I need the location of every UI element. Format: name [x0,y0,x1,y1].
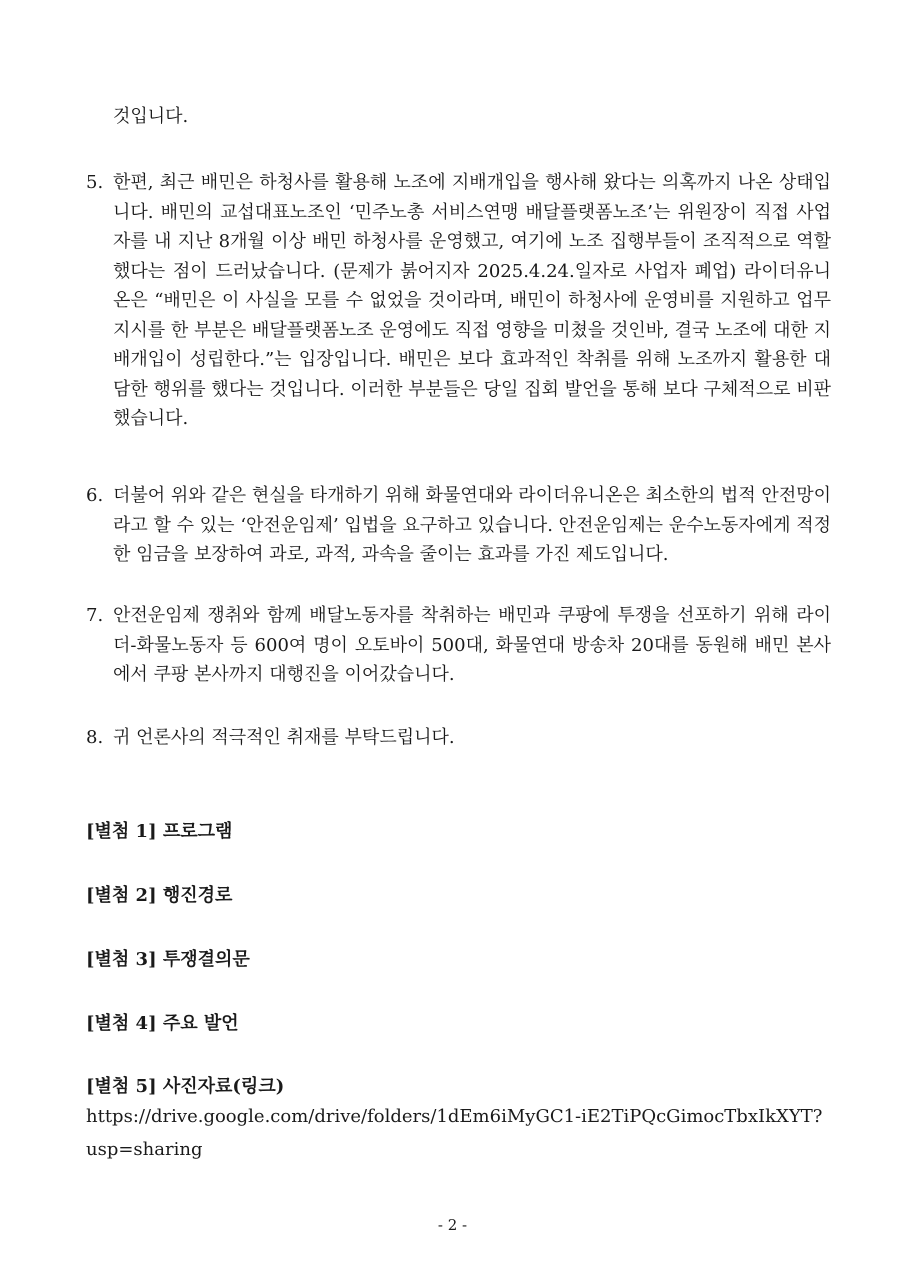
list-item-6 [86,481,831,570]
page-number: - 2 - [437,1216,468,1234]
attachment-5: [별첨 5] 사진자료(링크) [86,1076,285,1097]
attachment-2: [별첨 2] 행진경로 [86,885,233,906]
item-text: 한편, 최근 배민은 하청사를 활용해 노조에 지배개입을 행사해 왔다는 의혹까지 나온 상태입니다. 배민의 교섭대표노조인 ‘민주노총 서비스연맹 배달플랫폼노조’는 위원장이 직접 사업자를 내 지난 8개월 이상 배민 하청사를 운영했고, 여기에 노조 집행부들이 조직적으로 역할했다는 점이 드러났습니다. (문제가 붉어지자 2025.4.24.일자로 사업자 폐업) 라이더유니온은 “배민은 이 사실을 모를 수 없었을 것이라며, 배민이 하청사에 운영비를 지원하고 업무지시를 한 부분은 배달플랫폼노조 운영에도 직접 영향을 미쳤을 것인바, 결국 노조에 대한 지배개입이 성립한다.”는 입장입니다. 배민은 보다 효과적인 착취를 위해 노조까지 활용한 대담한 행위를 했다는 것입니다. 이러한 부분들은 당일 집회 발언을 통해 보다 구체적으로 비판했습니다. [113,172,831,429]
item-number: 7. [86,605,104,626]
list-item-5 [86,168,831,434]
attachment-3: [별첨 3] 투쟁결의문 [86,949,250,970]
attachment-1: [별첨 1] 프로그램 [86,821,233,842]
item-number: 8. [86,727,104,748]
item-number: 6. [86,485,104,506]
attachment-4: [별첨 4] 주요 발언 [86,1013,239,1034]
item-text: 안전운임제 쟁취와 함께 배달노동자를 착취하는 배민과 쿠팡에 투쟁을 선포하기 위해 라이더-화물노동자 등 600여 명이 오토바이 500대, 화물연대 방송차 20대를 동원해 배민 본사에서 쿠팡 본사까지 대행진을 이어갔습니다. [113,605,831,685]
item-text: 더불어 위와 같은 현실을 타개하기 위해 화물연대와 라이더유니온은 최소한의 법적 안전망이라고 할 수 있는 ‘안전운임제’ 입법을 요구하고 있습니다. 안전운임제는 운수노동자에게 적정한 임금을 보장하여 과로, 과적, 과속을 줄이는 효과를 가진 제도입니다. [113,485,831,565]
continuation-text: 것입니다. [113,106,189,127]
item-text: 귀 언론사의 적극적인 취재를 부탁드립니다. [113,727,455,748]
photo-link[interactable]: https://drive.google.com/drive/folders/1dEm6iMyGC1-iE2TiPQcGimocTbxIkXYT?usp=sharing [86,1106,823,1160]
list-item-7 [86,601,831,690]
list-item-8 [86,723,831,753]
item-number: 5. [86,172,104,193]
